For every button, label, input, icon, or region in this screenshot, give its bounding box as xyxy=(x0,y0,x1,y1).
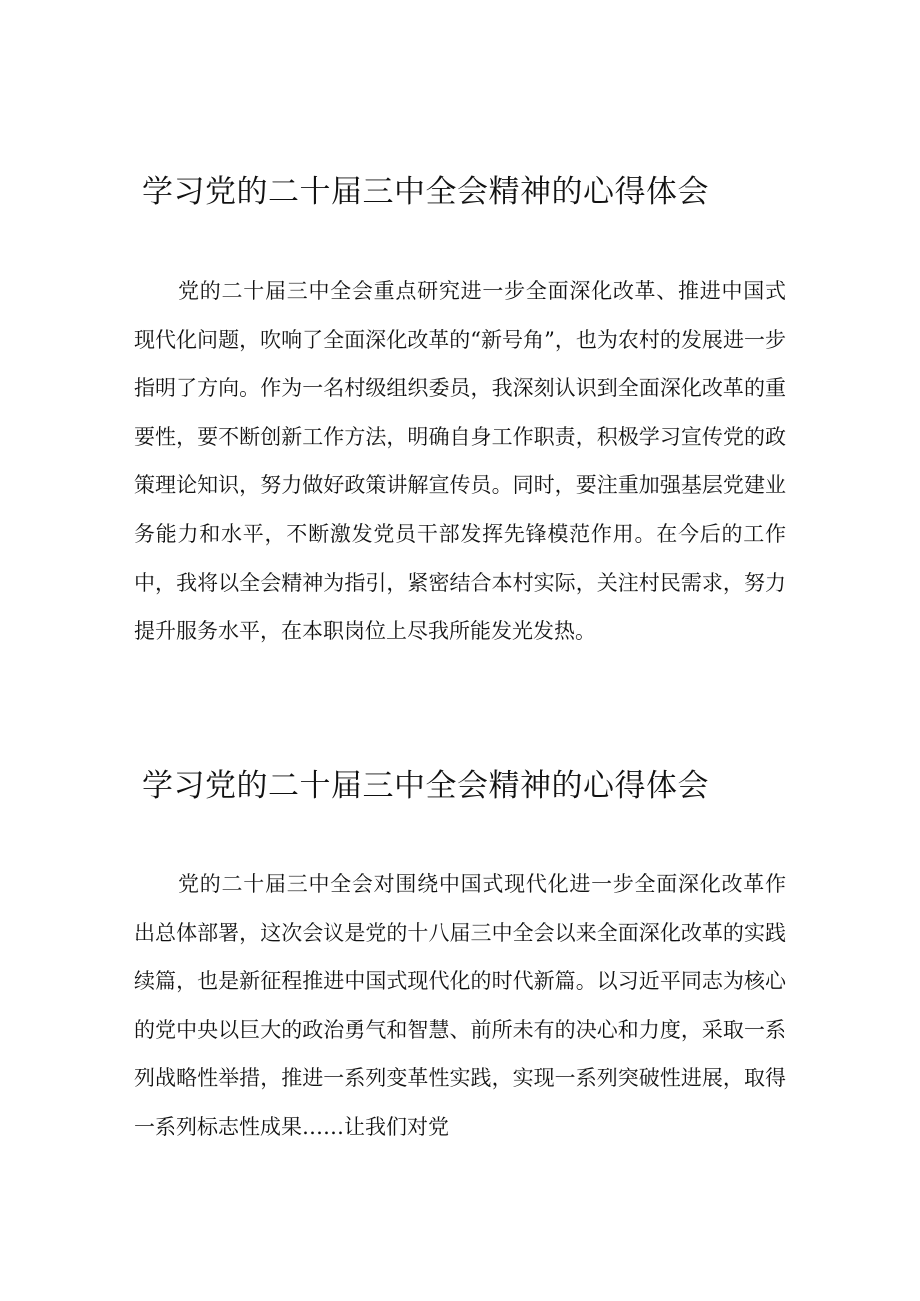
article-paragraph: 党的二十届三中全会对围绕中国式现代化进一步全面深化改革作出总体部署，这次会议是党的十八届三中全会以来全面深化改革的实践续篇，也是新征程推进中国式现代化的时代新篇。以习近平同志为核心的党中央以巨大的政治勇气和智慧、前所未有的决心和力度，采取一系列战略性举措，推进一系列变革性实践，实现一系列突破性进展，取得一系列标志性成果……让我们对党 xyxy=(134,872,786,1139)
article-section-1 xyxy=(0,170,920,656)
article-title: 学习党的二十届三中全会精神的心得体会 xyxy=(142,768,709,804)
article-title: 学习党的二十届三中全会精神的心得体会 xyxy=(142,174,709,210)
article-paragraph: 党的二十届三中全会重点研究进一步全面深化改革、推进中国式现代化问题，吹响了全面深化改革的“新号角”，也为农村的发展进一步指明了方向。作为一名村级组织委员，我深刻认识到全面深化改革的重要性，要不断创新工作方法，明确自身工作职责，积极学习宣传党的政策理论知识，努力做好政策讲解宣传员。同时，要注重加强基层党建业务能力和水平，不断激发党员干部发挥先锋模范作用。在今后的工作中，我将以全会精神为指引，紧密结合本村实际，关注村民需求，努力提升服务水平，在本职岗位上尽我所能发光发热。 xyxy=(134,279,786,644)
article-section-2 xyxy=(0,764,920,1152)
